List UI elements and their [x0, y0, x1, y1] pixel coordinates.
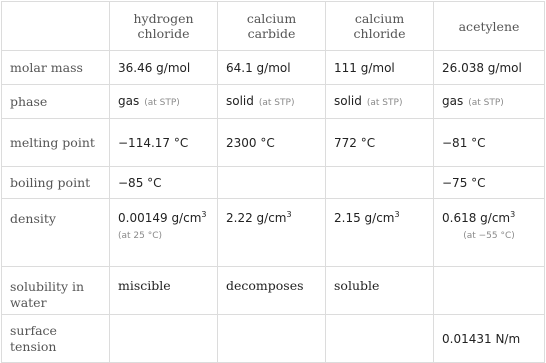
boiling-point-hydrogen-chloride: −85 °C — [110, 167, 218, 199]
density-value: 2.15 g/cm — [334, 211, 395, 225]
row-label-density: density — [2, 199, 110, 267]
phase-value: solid — [334, 93, 362, 108]
density-exponent: 3 — [394, 210, 400, 219]
molar-mass-acetylene: 26.038 g/mol — [434, 51, 545, 85]
phase-hydrogen-chloride — [110, 85, 218, 119]
table-row — [2, 119, 545, 167]
density-exponent: 3 — [286, 210, 292, 219]
phase-calcium-chloride — [326, 85, 434, 119]
row-label-surface-tension: surface tension — [2, 315, 110, 363]
phase-value: solid — [226, 93, 254, 108]
phase-note: (at STP) — [468, 97, 504, 108]
molar-mass-hydrogen-chloride: 36.46 g/mol — [110, 51, 218, 85]
solubility-acetylene — [434, 267, 545, 315]
melting-point-calcium-carbide: 2300 °C — [218, 119, 326, 167]
row-label-melting-point: melting point — [2, 119, 110, 167]
boiling-point-acetylene: −75 °C — [434, 167, 545, 199]
density-value: 0.618 g/cm — [442, 211, 511, 225]
column-header-calcium-carbide: calcium carbide — [218, 2, 326, 51]
phase-calcium-carbide — [218, 85, 326, 119]
solubility-calcium-chloride: soluble — [326, 267, 434, 315]
table-row — [2, 199, 545, 267]
table-row — [2, 167, 545, 199]
table-row — [2, 267, 545, 315]
properties-table — [1, 1, 545, 363]
surface-tension-calcium-chloride — [326, 315, 434, 363]
molar-mass-calcium-carbide: 64.1 g/mol — [218, 51, 326, 85]
density-exponent: 3 — [510, 210, 516, 219]
phase-value: gas — [442, 93, 464, 108]
table-row — [2, 51, 545, 85]
surface-tension-calcium-carbide — [218, 315, 326, 363]
melting-point-calcium-chloride: 772 °C — [326, 119, 434, 167]
density-exponent: 3 — [201, 210, 207, 219]
column-header-calcium-chloride: calcium chloride — [326, 2, 434, 51]
row-label-solubility: solubility in water — [2, 267, 110, 315]
molar-mass-calcium-chloride: 111 g/mol — [326, 51, 434, 85]
density-note: (at 25 °C) — [118, 231, 163, 241]
surface-tension-acetylene: 0.01431 N/m — [434, 315, 545, 363]
table-row — [2, 315, 545, 363]
density-hydrogen-chloride — [110, 199, 218, 267]
density-value: 2.22 g/cm — [226, 211, 287, 225]
surface-tension-hydrogen-chloride — [110, 315, 218, 363]
density-acetylene — [434, 199, 545, 267]
row-label-molar-mass: molar mass — [2, 51, 110, 85]
phase-note: (at STP) — [258, 97, 295, 108]
row-label-phase: phase — [2, 85, 110, 119]
phase-note: (at STP) — [144, 97, 180, 108]
row-label-boiling-point: boiling point — [2, 167, 110, 199]
column-header-acetylene: acetylene — [434, 2, 545, 51]
solubility-calcium-carbide: decomposes — [218, 267, 326, 315]
phase-acetylene — [434, 85, 545, 119]
melting-point-hydrogen-chloride: −114.17 °C — [110, 119, 218, 167]
boiling-point-calcium-carbide — [218, 167, 326, 199]
density-value: 0.00149 g/cm — [118, 211, 202, 225]
density-note: (at −55 °C) — [463, 231, 515, 241]
corner-cell — [2, 2, 110, 51]
density-calcium-chloride — [326, 199, 434, 267]
phase-value: gas — [118, 93, 140, 108]
table-row — [2, 85, 545, 119]
phase-note: (at STP) — [366, 97, 403, 108]
solubility-hydrogen-chloride: miscible — [110, 267, 218, 315]
melting-point-acetylene: −81 °C — [434, 119, 545, 167]
density-calcium-carbide — [218, 199, 326, 267]
header-row — [2, 2, 545, 51]
boiling-point-calcium-chloride — [326, 167, 434, 199]
column-header-hydrogen-chloride: hydrogen chloride — [110, 2, 218, 51]
